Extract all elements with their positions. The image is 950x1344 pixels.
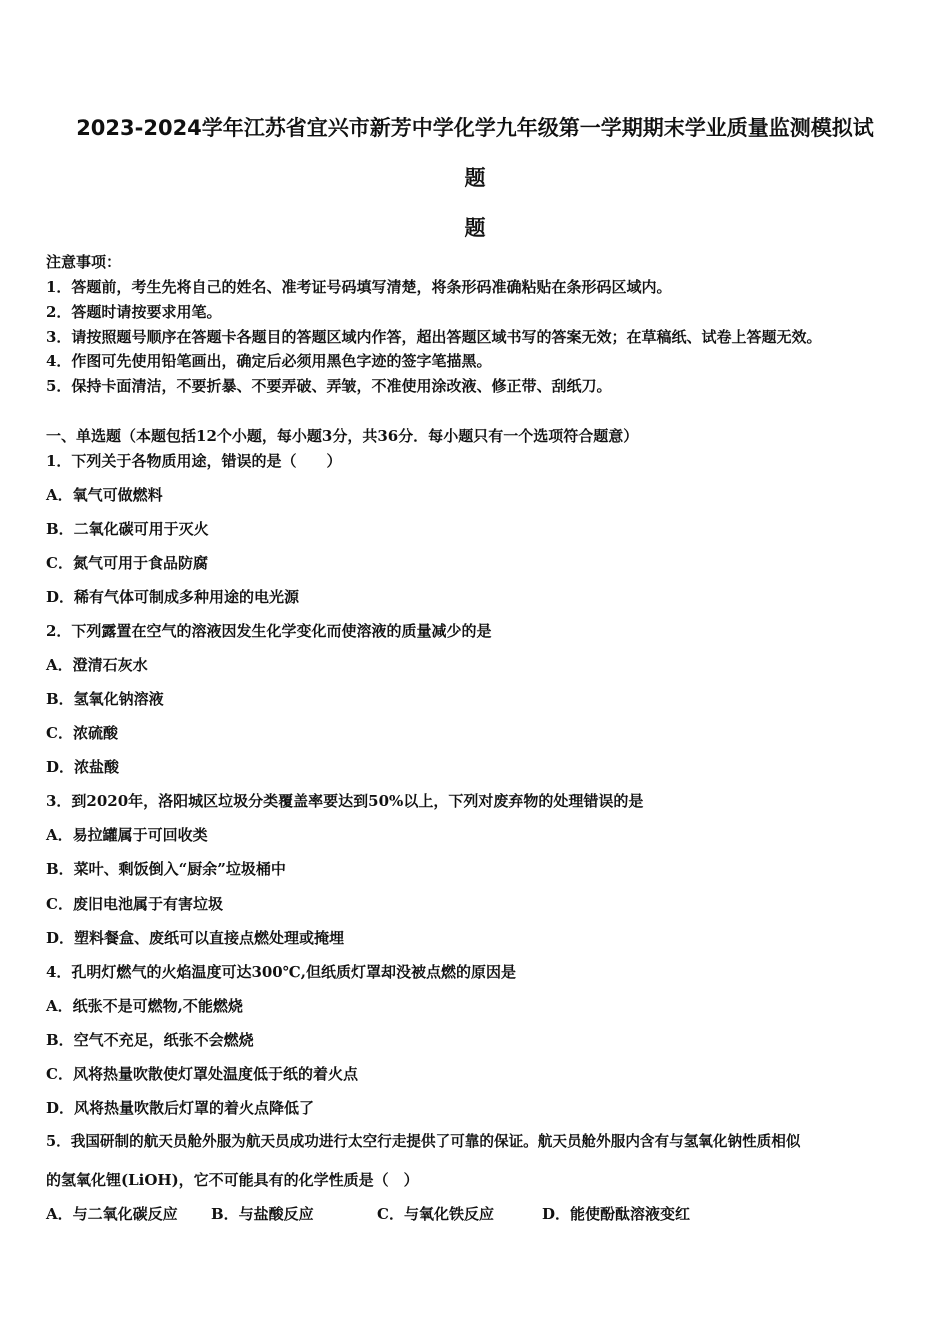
question-option: D．风将热量吹散后灯罩的着火点降低了 xyxy=(46,1099,315,1117)
question-option: A．与二氧化碳反应 xyxy=(46,1205,178,1223)
document-title: 2023-2024学年江苏省宜兴市新芳中学化学九年级第一学期期末学业质量监测模拟试 xyxy=(76,116,874,140)
question-stem: 1．下列关于各物质用途，错误的是（ ） xyxy=(46,452,342,470)
notice-heading: 注意事项： xyxy=(46,253,122,271)
question-option: B．空气不充足，纸张不会燃烧 xyxy=(46,1031,254,1049)
notice-item: 4．作图可先使用铅笔画出，确定后必须用黑色字迹的签字笔描黑。 xyxy=(46,352,492,370)
notice-item: 2．答题时请按要求用笔。 xyxy=(46,303,222,321)
question-stem: 5．我国研制的航天员舱外服为航天员成功进行太空行走提供了可靠的保证。航天员舱外服内含有与氢氧化钠性质相似 xyxy=(46,1133,801,1150)
question-option: C．风将热量吹散使灯罩处温度低于纸的着火点 xyxy=(46,1065,358,1083)
notice-item: 1．答题前，考生先将自己的姓名、准考证号码填写清楚，将条形码准确粘贴在条形码区域内。 xyxy=(46,278,672,296)
question-option: D．稀有气体可制成多种用途的电光源 xyxy=(46,588,300,606)
question-option: C．氮气可用于食品防腐 xyxy=(46,554,208,572)
question-stem: 4．孔明灯燃气的火焰温度可达300℃,但纸质灯罩却没被点燃的原因是 xyxy=(46,963,516,981)
question-option: D．塑料餐盒、废纸可以直接点燃处理或掩埋 xyxy=(46,929,345,947)
question-option: C．与氧化铁反应 xyxy=(377,1205,494,1223)
question-stem: 2．下列露置在空气的溶液因发生化学变化而使溶液的质量减少的是 xyxy=(46,622,492,640)
notice-item: 3．请按照题号顺序在答题卡各题目的答题区域内作答，超出答题区域书写的答案无效；在草稿纸、试卷上答题无效。 xyxy=(46,328,822,346)
question-option: A．纸张不是可燃物,不能燃烧 xyxy=(46,997,243,1015)
document-title-continued: 题 xyxy=(464,166,486,190)
question-stem-continued: 的氢氧化锂(LiOH)，它不可能具有的化学性质是（ ） xyxy=(46,1171,419,1189)
question-options-row xyxy=(46,1205,690,1223)
notice-item: 5．保持卡面清洁，不要折暴、不要弄破、弄皱，不准使用涂改液、修正带、刮纸刀。 xyxy=(46,377,612,395)
question-option: A．澄清石灰水 xyxy=(46,656,148,674)
question-option: B．二氧化碳可用于灭火 xyxy=(46,520,209,538)
document-title-continued-2: 题 xyxy=(464,216,486,240)
question-option: B．菜叶、剩饭倒入“厨余”垃圾桶中 xyxy=(46,860,286,878)
section-heading: 一、单选题（本题包括12个小题，每小题3分，共36分．每小题只有一个选项符合题意） xyxy=(46,427,639,445)
question-option: C．废旧电池属于有害垃圾 xyxy=(46,895,223,913)
question-option: B．与盐酸反应 xyxy=(211,1205,314,1223)
question-option: C．浓硫酸 xyxy=(46,724,118,742)
question-option: D．浓盐酸 xyxy=(46,758,120,776)
question-option: D．能使酚酞溶液变红 xyxy=(542,1205,691,1223)
question-option: B．氢氧化钠溶液 xyxy=(46,690,164,708)
question-option: A．易拉罐属于可回收类 xyxy=(46,826,208,844)
question-stem: 3．到2020年，洛阳城区垃圾分类覆盖率要达到50%以上，下列对废弃物的处理错误的是 xyxy=(46,792,644,810)
question-option: A．氧气可做燃料 xyxy=(46,486,163,504)
